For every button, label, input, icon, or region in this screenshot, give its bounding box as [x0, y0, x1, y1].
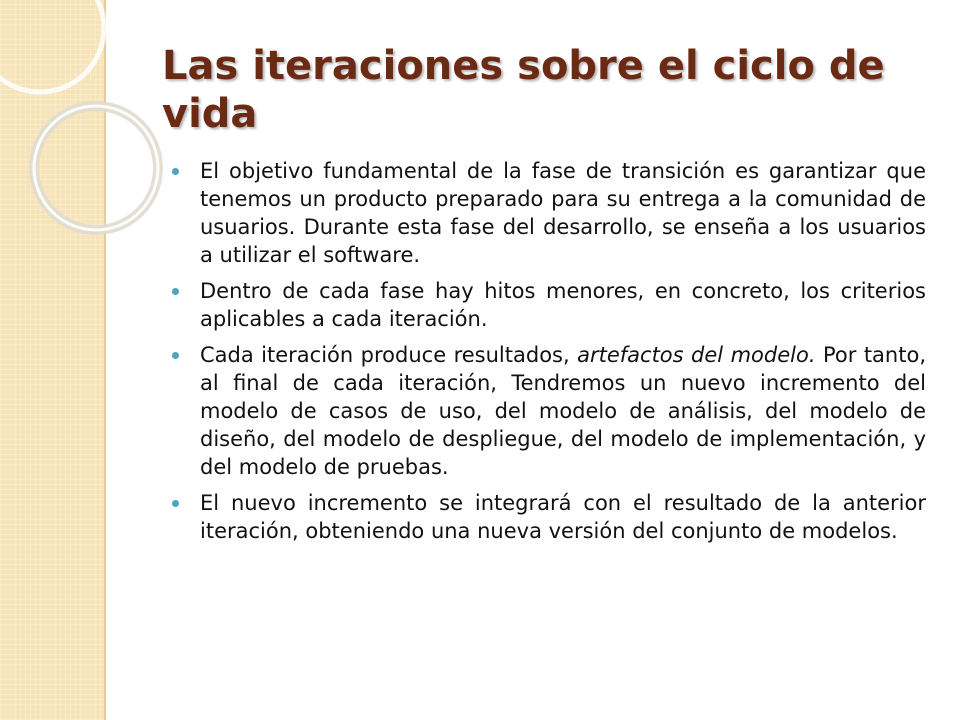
bullet-marker-icon	[172, 288, 179, 295]
bullet-item	[168, 489, 926, 545]
bullet-marker-icon	[172, 500, 179, 507]
bullet-item	[168, 277, 926, 333]
bullet-item	[168, 157, 926, 269]
bullet-text: Dentro de cada fase hay hitos menores, en concreto, los criterios aplicables a cada iteración.	[200, 279, 926, 331]
bullet-text-after: Por tanto, al final de cada iteración, Tendremos un nuevo incremento del modelo de casos de uso, del modelo de análisis, del modelo de diseño, del modelo de despliegue, del modelo de implementación, y del modelo de pruebas.	[200, 343, 926, 479]
bullet-list	[168, 157, 926, 553]
bullet-marker-icon	[172, 352, 179, 359]
slide-title: Las iteraciones sobre el ciclo de vida	[162, 43, 885, 137]
bullet-marker-icon	[172, 168, 179, 175]
bullet-item	[168, 341, 926, 481]
bullet-text: El nuevo incremento se integrará con el resultado de la anterior iteración, obteniendo una nueva versión del conjunto de modelos.	[200, 491, 926, 543]
bullet-text-before: Cada iteración produce resultados,	[200, 343, 578, 367]
bullet-text-italic: artefactos del modelo.	[577, 343, 816, 367]
bullet-text: El objetivo fundamental de la fase de transición es garantizar que tenemos un producto preparado para su entrega a la comunidad de usuarios. Durante esta fase del desarrollo, se enseña a los usuarios a utilizar el software.	[200, 159, 926, 267]
